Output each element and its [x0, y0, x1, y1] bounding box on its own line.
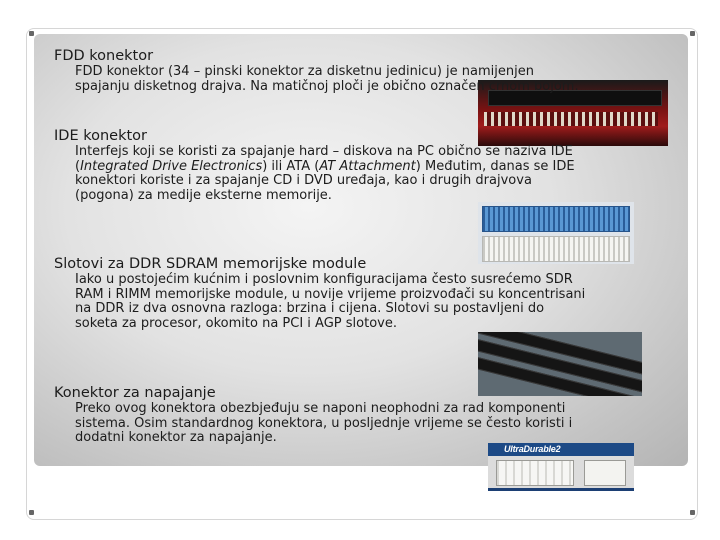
- section-line: RAM i RIMM memorijske module, u novije vrijeme proizvođači su koncentrisani: [75, 286, 586, 302]
- corner-dot: [29, 31, 34, 36]
- section-line: na DDR iz dva osnovna razloga: brzina i cijena. Slotovi su postavljeni do: [75, 301, 545, 317]
- power-brand-logo: UltraDurable2: [504, 444, 561, 454]
- corner-dot: [690, 510, 695, 515]
- section-line: Preko ovog konektora obezbjeđuju se naponi neophodni za rad komponenti: [75, 401, 566, 416]
- section-line: (Integrated Drive Electronics) ili ATA (AT Attachment) Međutim, danas se IDE: [75, 158, 575, 174]
- section-line: sistema. Osim standardnog konektora, u posljednje vrijeme se često koristi i: [75, 415, 573, 431]
- corner-dot: [29, 510, 34, 515]
- ide-connectors-photo: [478, 202, 634, 264]
- section-heading: Slotovi za DDR SDRAM memorijske module: [54, 256, 367, 272]
- section-line: (pogona) za medije eksterne memorije.: [75, 187, 332, 203]
- section-line: Interfejs koji se koristi za spajanje hard – diskova na PC obično se naziva IDE: [75, 144, 573, 159]
- corner-dot: [690, 31, 695, 36]
- section-line: FDD konektor (34 – pinski konektor za disketnu jedinicu) je namijenjen: [75, 64, 534, 79]
- section-ddr-slots: [54, 256, 585, 331]
- section-line: konektori koriste i za spajanje CD i DVD uređaja, kao i drugih drajvova: [75, 173, 532, 189]
- section-line: spajanju disketnog drajva. Na matičnoj ploči je obično označen crnom bojom.: [75, 78, 579, 94]
- section-fdd: [54, 48, 579, 94]
- section-line: Iako u postojećim kućnim i poslovnim konfiguracijama često susrećemo SDR: [75, 272, 573, 287]
- power-connector-photo: [488, 443, 634, 491]
- section-heading: IDE konektor: [54, 128, 147, 144]
- section-heading: FDD konektor: [54, 48, 154, 64]
- section-line: soketa za procesor, okomito na PCI i AGP slotove.: [75, 315, 397, 331]
- section-ide: [54, 128, 575, 203]
- section-power: [54, 385, 572, 446]
- section-line: dodatni konektor za napajanje.: [75, 430, 277, 446]
- section-heading: Konektor za napajanje: [54, 385, 216, 401]
